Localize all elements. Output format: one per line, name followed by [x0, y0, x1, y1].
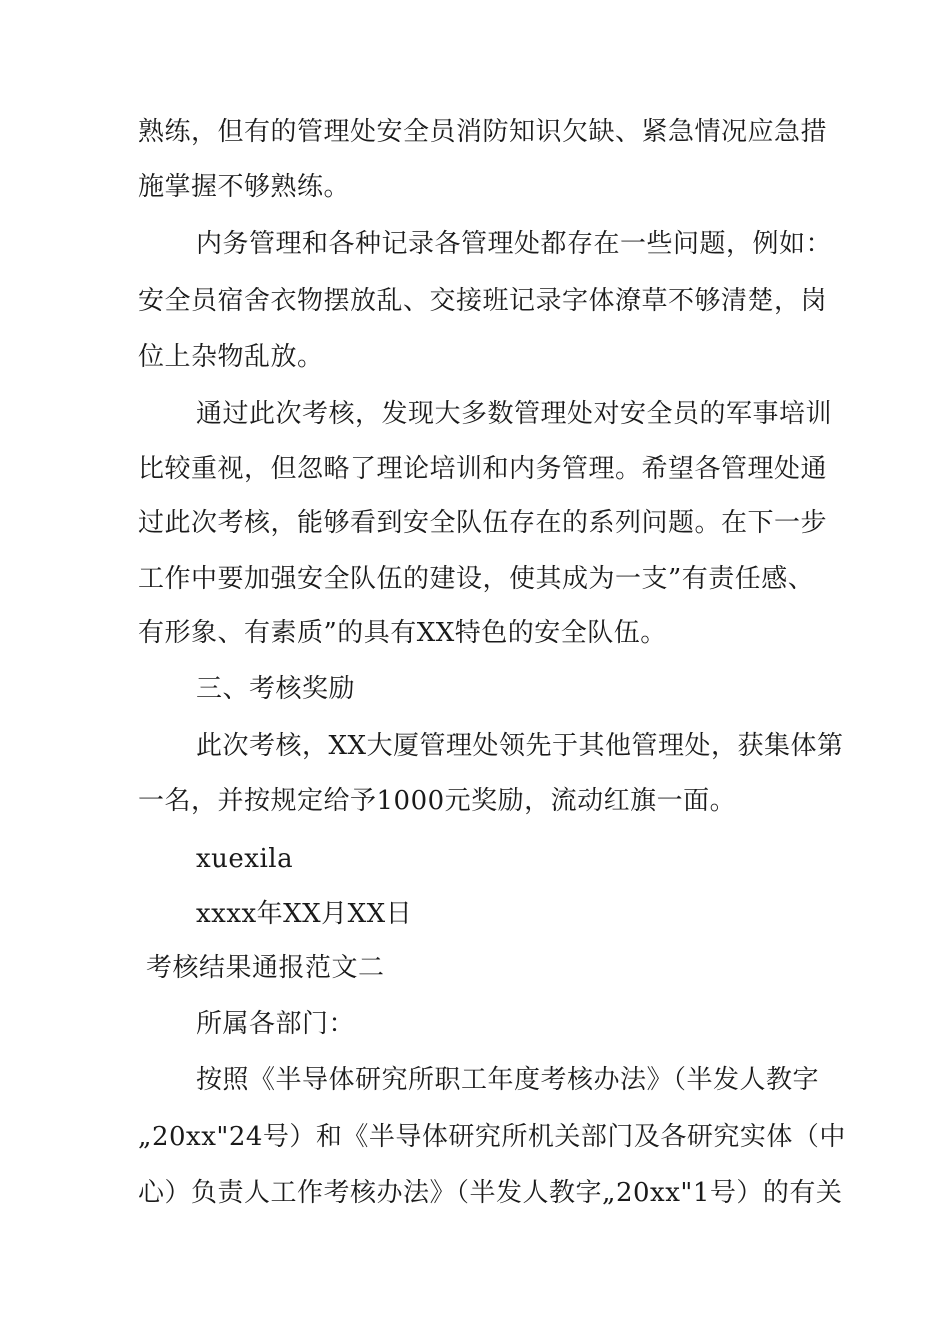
- paragraph-line: 工作中要加强安全队伍的建设，使其成为一支”有责任感、: [138, 564, 815, 594]
- paragraph-line: 心）负责人工作考核办法》（半发人教字„20xx"1号）的有关: [138, 1178, 843, 1208]
- paragraph-line: 按照《半导体研究所职工年度考核办法》（半发人教字: [196, 1065, 820, 1095]
- paragraph-line: 安全员宿舍衣物摆放乱、交接班记录字体潦草不够清楚，岗: [138, 286, 828, 316]
- salutation: 所属各部门：: [196, 1009, 356, 1039]
- signature-line: xuexila: [196, 844, 294, 874]
- paragraph-line: 位上杂物乱放。: [138, 342, 324, 372]
- paragraph-line: 施掌握不够熟练。: [138, 172, 351, 202]
- date-line: xxxx年XX月XX日: [196, 899, 413, 929]
- paragraph-line: 内务管理和各种记录各管理处都存在一些问题，例如：: [196, 229, 833, 259]
- paragraph-line: 一名，并按规定给予1000元奖励，流动红旗一面。: [138, 786, 737, 816]
- document-title: 考核结果通报范文二: [146, 953, 385, 983]
- paragraph-line: 此次考核，XX大厦管理处领先于其他管理处，获集体第: [196, 731, 844, 761]
- paragraph-line: „20xx"24号）和《半导体研究所机关部门及各研究实体（中: [138, 1122, 846, 1152]
- paragraph-line: 过此次考核，能够看到安全队伍存在的系列问题。在下一步: [138, 508, 828, 538]
- paragraph-line: 有形象、有素质”的具有XX特色的安全队伍。: [138, 618, 667, 648]
- paragraph-line: 通过此次考核，发现大多数管理处对安全员的军事培训: [196, 399, 833, 429]
- section-heading: 三、考核奖励: [196, 674, 356, 704]
- paragraph-line: 比较重视，但忽略了理论培训和内务管理。希望各管理处通: [138, 454, 828, 484]
- paragraph-line: 熟练，但有的管理处安全员消防知识欠缺、紧急情况应急措: [138, 117, 828, 147]
